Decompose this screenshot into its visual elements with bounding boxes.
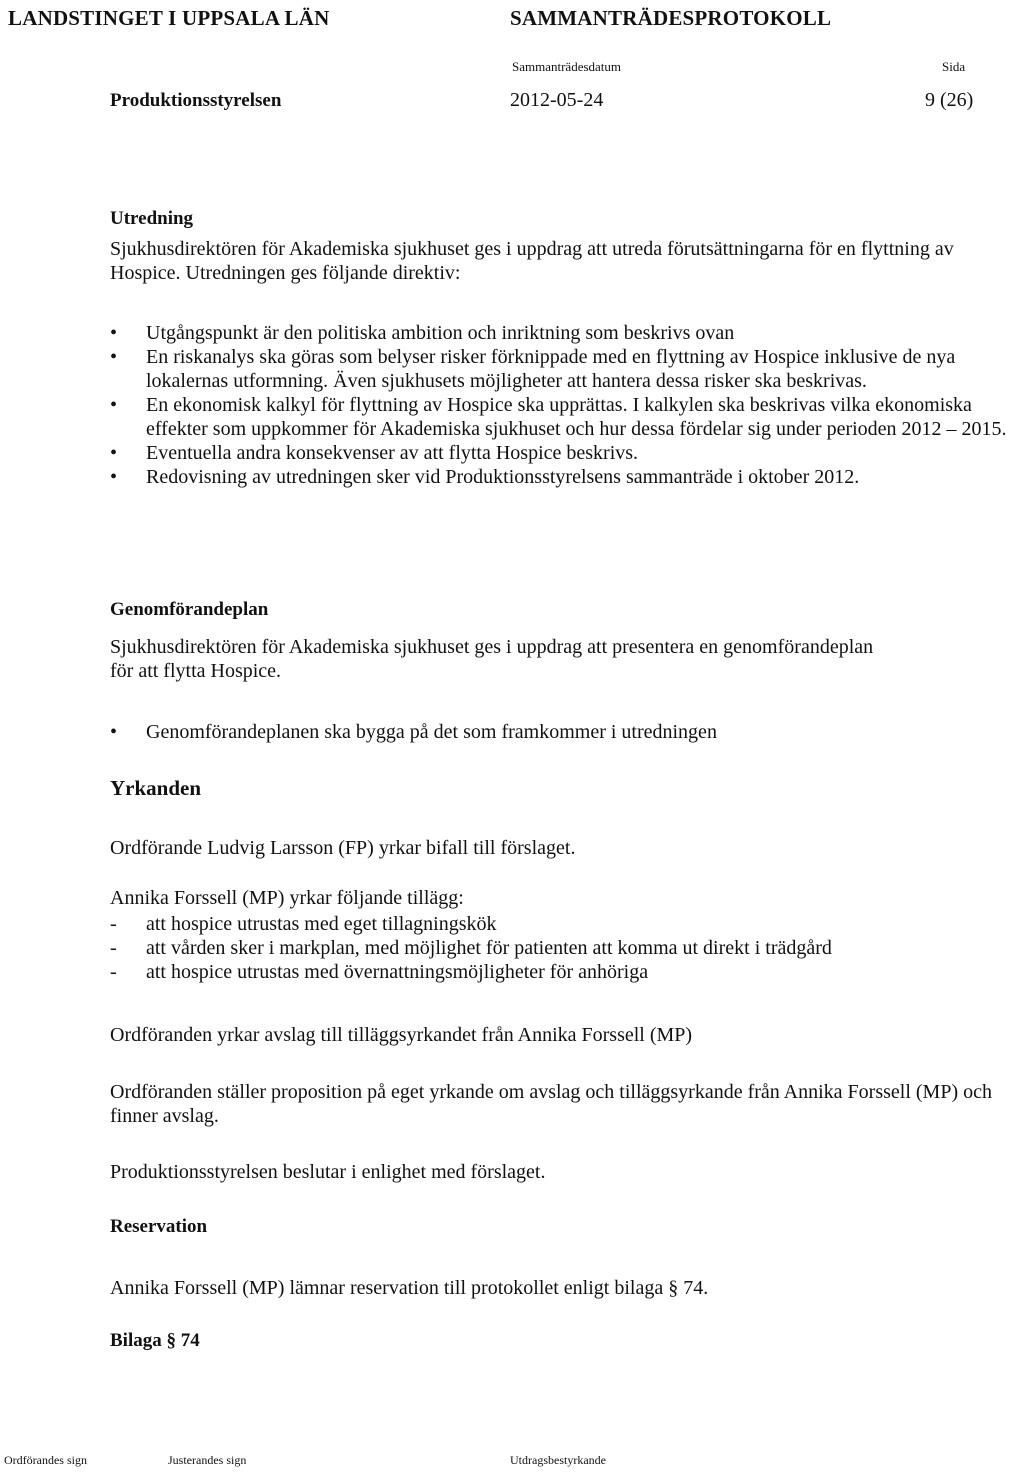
committee-name: Produktionsstyrelsen [110, 90, 282, 111]
reservation-text: Annika Forssell (MP) lämnar reservation till protokollet enligt bilaga § 74. [110, 1277, 709, 1299]
genomforande-list [110, 720, 1022, 744]
bullet-marker: • [110, 442, 118, 464]
list-item: • Redovisning av utredningen sker vid Produktionsstyrelsens sammanträde i oktober 2012. [110, 466, 860, 488]
section-heading-yrkanden: Yrkanden [110, 776, 202, 800]
bullet-marker: • [110, 721, 118, 743]
list-item: • En ekonomisk kalkyl för flyttning av Hospice ska upprättas. I kalkylen ska beskrivas vilka ekonomiska effekter som uppkommer för Akademiska sjukhuset och hur dessa fördelar sig under perioden 2012 – 2015. [110, 394, 1007, 440]
yrkanden-paragraph-5: Produktionsstyrelsen beslutar i enlighet med förslaget. [110, 1161, 546, 1183]
genomforande-intro: Sjukhusdirektören för Akademiska sjukhuset ges i uppdrag att presentera en genomförandeplan för att flytta Hospice. [110, 636, 874, 682]
bullet-marker: • [110, 346, 118, 368]
list-item: - att hospice utrustas med övernattningsmöjligheter för anhöriga [110, 961, 649, 983]
page-number: 9 (26) [925, 89, 974, 111]
section-heading-reservation: Reservation [110, 1216, 208, 1237]
yrkanden-paragraph-1: Ordförande Ludvig Larsson (FP) yrkar bifall till förslaget. [110, 837, 576, 859]
chair-signature-label: Ordförandes sign [4, 1453, 87, 1467]
meeting-date: 2012-05-24 [510, 89, 604, 111]
adjuster-signature-label: Justerandes sign [168, 1453, 247, 1467]
yrkanden-paragraph-3: Ordföranden yrkar avslag till tilläggsyrkandet från Annika Forssell (MP) [110, 1024, 693, 1046]
list-item: - att vården sker i markplan, med möjlighet för patienten att komma ut direkt i trädgård [110, 937, 832, 959]
section-heading-utredning: Utredning [110, 208, 194, 229]
bullet-marker: • [110, 466, 118, 488]
dash-marker: - [110, 913, 117, 935]
attachment-heading: Bilaga § 74 [110, 1330, 200, 1351]
list-item: • Genomförandeplanen ska bygga på det som framkommer i utredningen [110, 721, 717, 743]
addition-proposals-list [110, 912, 1010, 984]
bullet-marker: • [110, 322, 118, 344]
bullet-marker: • [110, 394, 118, 416]
dash-marker: - [110, 961, 117, 983]
yrkanden-paragraph-2: Annika Forssell (MP) yrkar följande tillägg: [110, 887, 464, 909]
list-item: • Utgångspunkt är den politiska ambition och inriktning som beskrivs ovan [110, 322, 735, 344]
document-type: SAMMANTRÄDESPROTOKOLL [510, 6, 832, 30]
organization-name: LANDSTINGET I UPPSALA LÄN [8, 6, 330, 30]
yrkanden-paragraph-4: Ordföranden ställer proposition på eget yrkande om avslag och tilläggsyrkande från Annika Forssell (MP) och finner avslag. [110, 1081, 993, 1127]
dash-marker: - [110, 937, 117, 959]
list-item: • Eventuella andra konsekvenser av att flytta Hospice beskrivs. [110, 442, 639, 464]
page-label: Sida [942, 59, 966, 74]
list-item: - att hospice utrustas med eget tillagningskök [110, 913, 497, 935]
utredning-intro: Sjukhusdirektören för Akademiska sjukhuset ges i uppdrag att utreda förutsättningarna för en flyttning av Hospice. Utredningen ges följande direktiv: [110, 238, 954, 284]
utredning-directives-list [110, 321, 1022, 489]
date-label: Sammanträdesdatum [512, 59, 622, 74]
section-heading-genomforandeplan: Genomförandeplan [110, 599, 269, 620]
list-item: • En riskanalys ska göras som belyser risker förknippade med en flyttning av Hospice inklusive de nya lokalernas utformning. Även sjukhusets möjligheter att hantera dessa risker ska beskrivas. [110, 346, 956, 392]
extract-certification-label: Utdragsbestyrkande [510, 1453, 606, 1467]
